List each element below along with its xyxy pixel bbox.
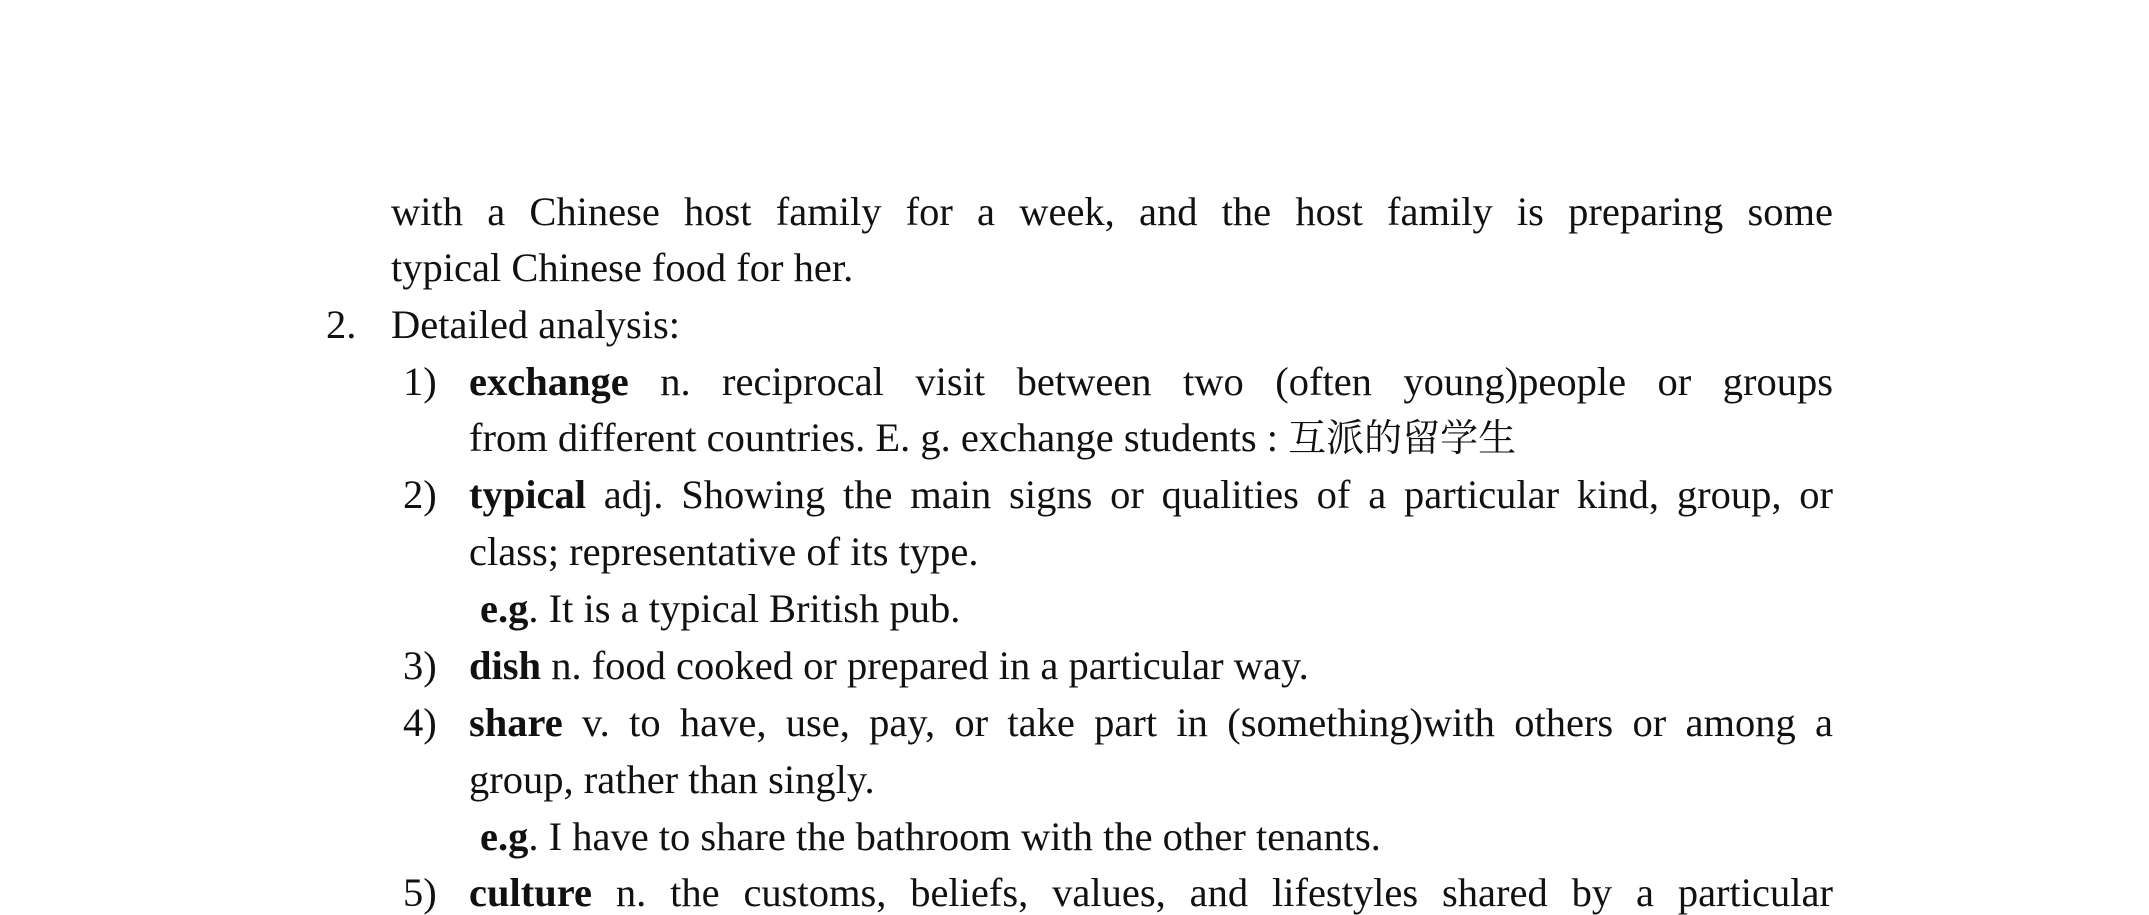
item-1-line-1 — [469, 359, 1833, 404]
item-4-example-text: . I have to share the bathroom with the other tenants. — [528, 814, 1381, 859]
item-2-example-text: . It is a typical British pub. — [528, 586, 961, 631]
section-number: 2. — [326, 302, 357, 347]
intro-line-1 — [391, 189, 1833, 234]
item-1-line-2 — [469, 415, 1517, 460]
item-3-term: dish — [469, 643, 542, 688]
item-4-example — [480, 814, 1381, 859]
item-2-line-1 — [469, 472, 1833, 517]
item-1-number: 1) — [403, 359, 437, 404]
item-4-term: share — [469, 700, 563, 745]
item-4-line-2: group, rather than singly. — [469, 757, 875, 802]
item-5-line-1 — [469, 870, 1833, 915]
item-1-line-2-text: from different countries. E. g. exchange students : — [469, 415, 1289, 460]
intro-line-2: typical Chinese food for her. — [391, 245, 854, 290]
item-2-example — [480, 586, 961, 631]
item-2-definition: adj. Showing the main signs or qualities of a particular kind, group, or — [586, 472, 1833, 517]
intro-line-1-text: with a Chinese host family for a week, and the host family is preparing some — [391, 189, 1833, 234]
item-2-example-label: e.g — [480, 586, 529, 631]
item-3-number: 3) — [403, 643, 437, 688]
item-3-line-1 — [469, 643, 1309, 688]
item-5-definition: n. the customs, beliefs, values, and lifestyles shared by a particular — [591, 870, 1833, 915]
item-4-definition: v. to have, use, pay, or take part in (something)with others or among a — [562, 700, 1833, 745]
item-4-line-1 — [469, 700, 1833, 745]
item-2-line-2: class; representative of its type. — [469, 529, 979, 574]
item-3-definition: n. food cooked or prepared in a particular way. — [541, 643, 1309, 688]
item-5-term: culture — [469, 870, 592, 915]
item-4-example-label: e.g — [480, 814, 529, 859]
item-2-number: 2) — [403, 472, 437, 517]
item-1-term: exchange — [469, 359, 629, 404]
section-heading: Detailed analysis: — [391, 302, 681, 347]
item-1-chinese-gloss: 互派的留学生 — [1288, 416, 1517, 460]
item-2-term: typical — [469, 472, 586, 517]
item-1-definition: n. reciprocal visit between two (often young)people or groups — [628, 359, 1833, 404]
item-4-number: 4) — [403, 700, 437, 745]
item-5-number: 5) — [403, 870, 437, 915]
